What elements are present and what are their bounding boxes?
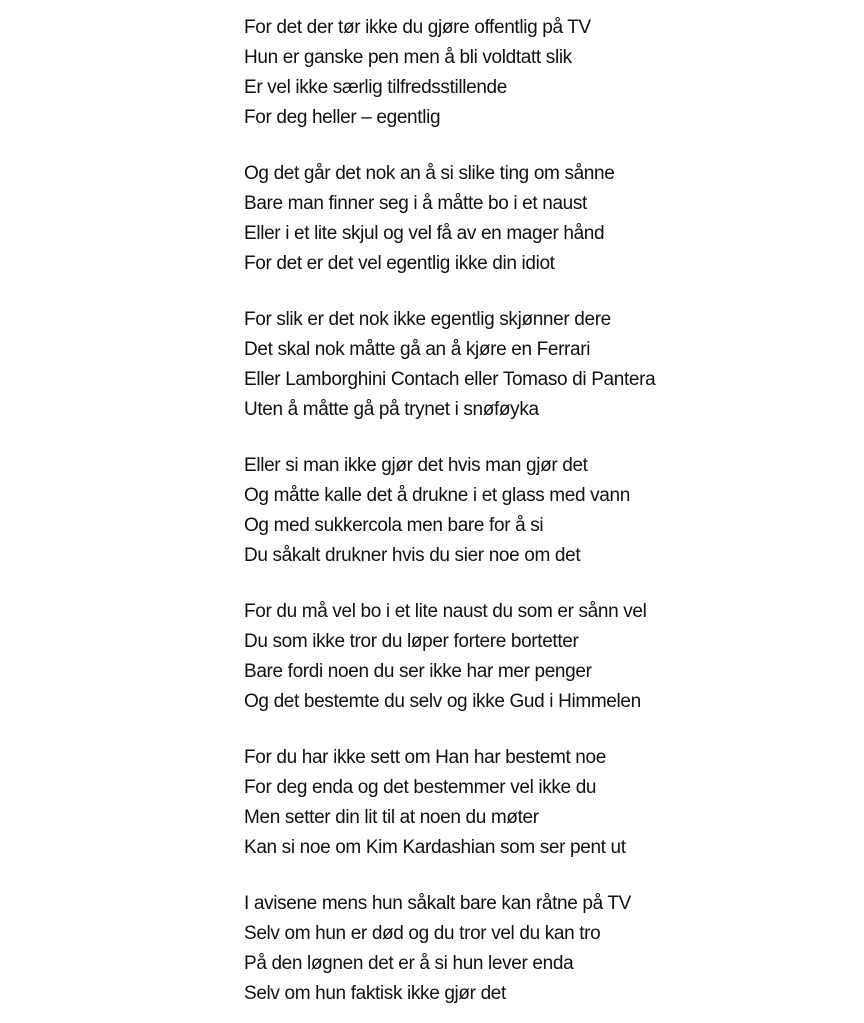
stanza-1 <box>244 13 844 133</box>
poem-line: Og det går det nok an å si slike ting om sånne <box>244 163 615 184</box>
poem-line: Eller Lamborghini Contach eller Tomaso di Pantera <box>244 369 656 390</box>
poem-line: For deg heller – egentlig <box>244 107 441 128</box>
poem-line: Selv om hun faktisk ikke gjør det <box>244 983 506 1004</box>
poem-line: For slik er det nok ikke egentlig skjønner dere <box>244 309 611 330</box>
poem-line: Du såkalt drukner hvis du sier noe om det <box>244 545 581 566</box>
poem-line: Og måtte kalle det å drukne i et glass med vann <box>244 485 630 506</box>
poem-line: For du må vel bo i et lite naust du som er sånn vel <box>244 601 647 622</box>
stanza-5 <box>244 597 844 717</box>
poem-line: Du som ikke tror du løper fortere bortetter <box>244 631 579 652</box>
poem-line: Og det bestemte du selv og ikke Gud i Himmelen <box>244 691 641 712</box>
poem-line: Det skal nok måtte gå an å kjøre en Ferrari <box>244 339 591 360</box>
stanza-3 <box>244 305 844 425</box>
stanza-6 <box>244 743 844 863</box>
poem-line: Selv om hun er død og du tror vel du kan tro <box>244 923 601 944</box>
poem-line: Kan si noe om Kim Kardashian som ser pent ut <box>244 837 626 858</box>
poem-line: Hun er ganske pen men å bli voldtatt slik <box>244 47 572 68</box>
poem-line: For du har ikke sett om Han har bestemt noe <box>244 747 606 768</box>
poem-line: Eller si man ikke gjør det hvis man gjør det <box>244 455 588 476</box>
poem-line: Bare man finner seg i å måtte bo i et naust <box>244 193 587 214</box>
poem-line: På den løgnen det er å si hun lever enda <box>244 953 574 974</box>
poem-body <box>244 13 844 1009</box>
poem-line: Er vel ikke særlig tilfredsstillende <box>244 77 507 98</box>
stanza-4 <box>244 451 844 571</box>
poem-line: For deg enda og det bestemmer vel ikke du <box>244 777 597 798</box>
stanza-7 <box>244 889 844 1009</box>
poem-line: For det er det vel egentlig ikke din idiot <box>244 253 555 274</box>
poem-line: I avisene mens hun såkalt bare kan råtne på TV <box>244 893 632 914</box>
poem-line: Uten å måtte gå på trynet i snøføyka <box>244 399 539 420</box>
poem-line: Og med sukkercola men bare for å si <box>244 515 544 536</box>
poem-line: For det der tør ikke du gjøre offentlig på TV <box>244 17 591 38</box>
stanza-2 <box>244 159 844 279</box>
poem-line: Eller i et lite skjul og vel få av en mager hånd <box>244 223 605 244</box>
poem-line: Men setter din lit til at noen du møter <box>244 807 539 828</box>
poem-line: Bare fordi noen du ser ikke har mer penger <box>244 661 592 682</box>
